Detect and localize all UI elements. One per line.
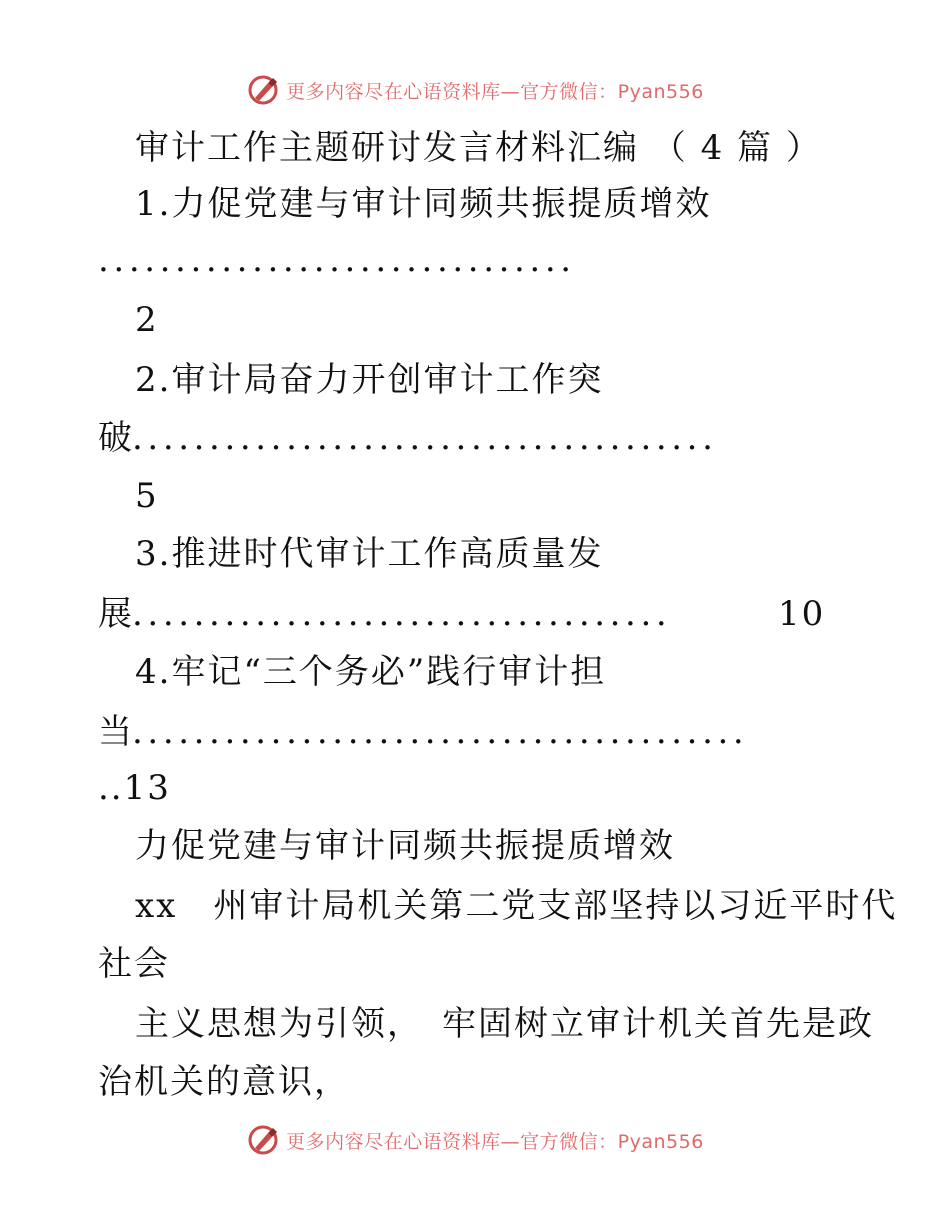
toc-entry-3-title-end: 展	[98, 594, 134, 634]
footer-watermark	[0, 1120, 950, 1160]
toc-entry-1-leader: ...............................	[98, 240, 576, 280]
toc-entry-3-page: 10	[778, 594, 826, 634]
toc-entry-1-page: 2	[135, 300, 159, 340]
toc-entry-2-page: 5	[135, 476, 159, 516]
toc-entry-2-leader: ......................................	[132, 418, 718, 458]
article-paragraph-1: xx 州审计局机关第二党支部坚持以习近平时代	[135, 886, 898, 926]
toc-entry-3-title: 3.推进时代审计工作高质量发	[135, 534, 604, 574]
toc-entry-4-leader: ........................................	[132, 712, 749, 752]
toc-entry-4-page: ..13	[98, 768, 171, 808]
article-paragraph-2-end: 治机关的意识，	[98, 1062, 350, 1102]
toc-entry-1-title: 1.力促党建与审计同频共振提质增效	[135, 184, 712, 224]
toc-entry-4-title: 4.牢记“三个务必”践行审计担	[135, 652, 607, 692]
watermark-text: 更多内容尽在心语资料库—官方微信：Pyan556	[286, 1130, 704, 1153]
toc-entry-3-leader: ...................................	[132, 594, 672, 634]
article-heading: 力促党建与审计同频共振提质增效	[135, 826, 675, 866]
header-watermark	[0, 70, 950, 110]
pen-logo-icon	[246, 1123, 280, 1157]
document-title: 审计工作主题研讨发言材料汇编 （ 4 篇 ）	[135, 128, 822, 168]
article-paragraph-1-end: 社会	[98, 944, 170, 984]
article-paragraph-2: 主义思想为引领， 牢固树立审计机关首先是政	[135, 1004, 874, 1044]
toc-entry-2-title: 2.审计局奋力开创审计工作突	[135, 360, 604, 400]
toc-entry-2-title-end: 破	[98, 418, 134, 458]
watermark-text: 更多内容尽在心语资料库—官方微信：Pyan556	[286, 80, 704, 103]
pen-logo-icon	[246, 73, 280, 107]
toc-entry-4-title-end: 当	[98, 712, 134, 752]
